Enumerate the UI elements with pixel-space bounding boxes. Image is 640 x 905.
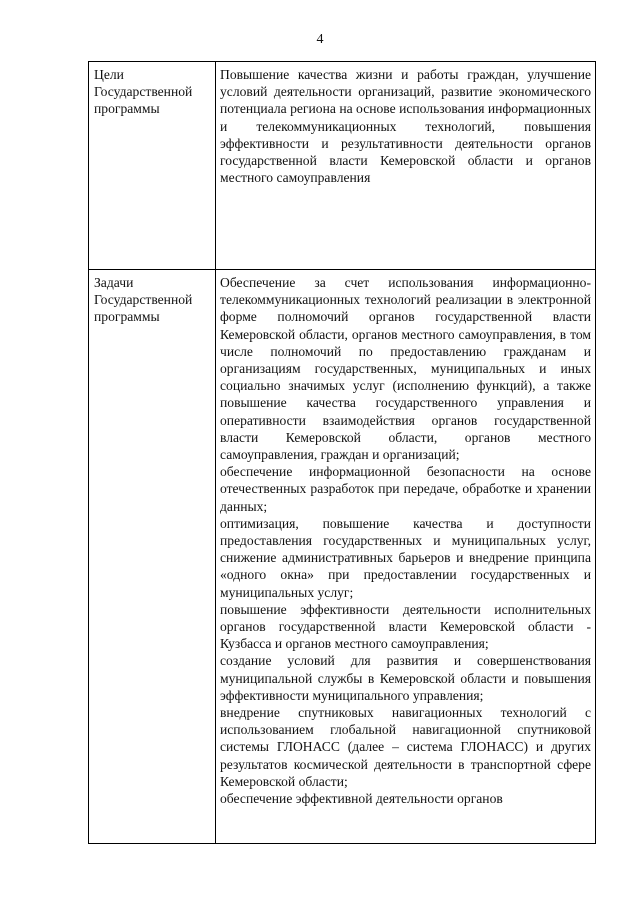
goals-paragraph: Повышение качества жизни и работы граждан, улучшение условий деятельности организаций, развитие экономического потенциала региона на основе использования информационных и телекоммуникационных технологий, повышения эффективности и результативности деятельности органов государственной власти Кемеровской области и органов местного самоуправления xyxy=(220,67,591,186)
tasks-label-cell: Задачи Государственной программы xyxy=(89,270,216,844)
task-paragraph-3: оптимизация, повышение качества и доступности предоставления государственных и муниципальных услуг, снижение административных барьеров и внедрение принципа «одного окна» при предоставлении государственных и муниципальных услуг; xyxy=(220,515,591,600)
table-row-goals xyxy=(89,62,596,270)
program-passport-table xyxy=(88,61,596,844)
page-number: 4 xyxy=(316,32,324,47)
goals-label-cell: Цели Государственной программы xyxy=(89,62,216,270)
table-row-tasks xyxy=(89,270,596,844)
task-paragraph-1: Обеспечение за счет использования информационно-телекоммуникационных технологий реализации в электронной форме полномочий органов государственной власти Кемеровской области, органов местного самоуправления, в том числе полномочий по предоставлению гражданам и организациям государственных, муниципальных и иных социально значимых услуг (исполнению функций), а также повышение качества государственного управления и оперативности взаимодействия органов государственной власти Кемеровской области, органов местного самоуправления, граждан и организаций; xyxy=(220,275,591,463)
task-paragraph-5: создание условий для развития и совершенствования муниципальной службы в Кемеровской области и повышения эффективности муниципального управления; xyxy=(220,653,591,703)
goals-content-cell xyxy=(216,62,596,270)
task-paragraph-2: обеспечение информационной безопасности на основе отечественных разработок при передаче, обработке и хранении данных; xyxy=(220,464,591,514)
task-paragraph-4: повышение эффективности деятельности исполнительных органов государственной власти Кемеровской области - Кузбасса и органов местного самоуправления; xyxy=(220,601,591,652)
tasks-content-cell xyxy=(216,270,596,844)
task-paragraph-6: внедрение спутниковых навигационных технологий с использованием глобальной навигационной спутниковой системы ГЛОНАСС (далее – система ГЛОНАСС) и других результатов космической деятельности в транспортной сфере Кемеровской области; xyxy=(220,705,591,789)
task-paragraph-7: обеспечение эффективной деятельности органов xyxy=(220,791,503,807)
